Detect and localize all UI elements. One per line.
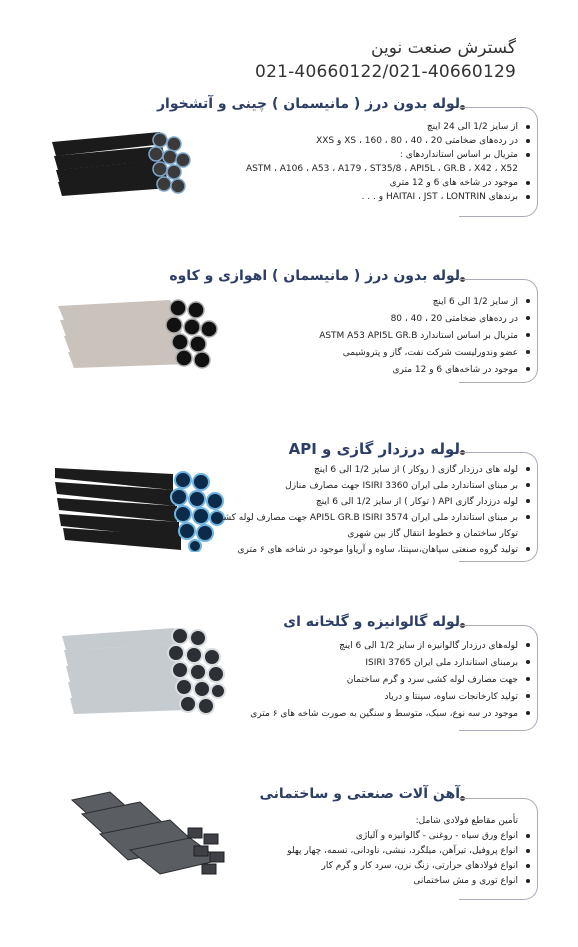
list-item: متریال بر اساس استانداردهای : <box>246 148 530 162</box>
galvanized-pipes-image <box>62 628 227 724</box>
grey-pipes-image <box>58 298 218 376</box>
section-title: آهن آلات صنعتی و ساختمانی <box>259 786 460 802</box>
section-bullet-list <box>216 462 530 558</box>
list-item: لوله های درزدار گازی ( روکار ) از سایز 1/2 الی 6 اینچ <box>216 462 530 478</box>
list-item: انواع توری و مش ساختمانی <box>287 874 530 889</box>
list-item: بر مبنای استاندارد ملی ایران ISIRI 3360 جهت مصارف منازل <box>216 478 530 494</box>
list-item: توکار ساختمان و خطوط انتقال گاز بین شهری <box>347 529 518 539</box>
list-item: انواع ورق سیاه - روغنی - گالوانیزه و آلیاژی <box>287 829 530 844</box>
section-bullet-list <box>319 294 530 379</box>
list-item: موجود در شاخه‌های 6 و 12 متری <box>319 362 530 379</box>
list-item: انواع فولادهای حرارتی، زنگ نزن، سرد کار و گرم کار <box>287 859 530 874</box>
section-bullet-list <box>250 638 530 723</box>
section-bullet-list <box>287 814 530 889</box>
list-item: تولید گروه صنعتی سپاهان،سپنتا، ساوه و آریاوا موجود در شاخه های ۶ متری <box>216 542 530 558</box>
black-pipes-image <box>52 124 192 202</box>
product-section-steel <box>0 786 578 906</box>
steel-profiles-image <box>70 790 232 882</box>
section-title: لوله گالوانیزه و گلخانه ای <box>283 614 460 630</box>
section-title: لوله بدون درز ( مانیسمان ) چینی و آتشخوار <box>156 96 460 112</box>
list-item: از سایز 1/2 الی 24 اینچ <box>246 120 530 134</box>
list-item: ASTM ، A106 ، A53 ، A179 ، ST35/8 ، API5L ، GR.B ، X42 ، X52 <box>246 164 518 174</box>
list-item: برندهای HAITAI ، JST ، LONTRIN و . . . <box>246 190 530 204</box>
list-item: لوله درزدار گازی API ( توکار ) از سایز 1/2 الی 6 اینچ <box>216 494 530 510</box>
product-section-seamless-chinese <box>0 96 578 226</box>
header <box>255 38 516 82</box>
list-item: از سایز 1/2 الی 6 اینچ <box>319 294 530 311</box>
list-item: موجود در شاخه های 6 و 12 متری <box>246 176 530 190</box>
phone-numbers: 021-40660122/021-40660129 <box>255 62 516 82</box>
list-item: عضو وندورلیست شرکت نفت، گاز و پتروشیمی <box>319 345 530 362</box>
company-name: گسترش صنعت نوین <box>371 38 516 58</box>
list-item: انواع پروفیل، تیرآهن، میلگرد، نبشی، ناودانی، تسمه، چهار پهلو <box>287 844 530 859</box>
section-title: لوله درزدار گازی و API <box>288 440 460 458</box>
list-item: برمبنای استاندارد ملی ایران ISIRI 3765 <box>250 655 530 672</box>
gas-pipes-image <box>55 464 225 552</box>
product-section-galvanized <box>0 614 578 734</box>
list-item: در رده‌های ضخامتی 20 ، 40 ، 80 ، 160 ، XS و XXS <box>246 134 530 148</box>
section-title: لوله بدون درز ( مانیسمان ) اهوازی و کاوه <box>169 268 460 284</box>
list-item: تأمین مقاطع فولادی شامل: <box>415 816 518 826</box>
list-item: جهت مصارف لوله کشی سرد و گرم ساختمان <box>250 672 530 689</box>
list-item: تولید کارخانجات ساوه، سپنتا و دریاد <box>250 689 530 706</box>
product-section-seamless-ahvaz <box>0 268 578 388</box>
product-section-gas-api <box>0 440 578 565</box>
list-item: متریال بر اساس استاندارد ASTM A53 API5L GR.B <box>319 328 530 345</box>
section-bullet-list <box>246 120 530 204</box>
list-item: موجود در سه نوع، سبک، متوسط و سنگین به صورت شاخه های ۶ متری <box>250 706 530 723</box>
list-item: بر مبنای استاندارد ملی ایران API5L GR.B ISIRI 3574 جهت مصارف لوله کشی <box>216 510 530 526</box>
list-item: در رده‌های ضخامتی 20 ، 40 ، 80 <box>319 311 530 328</box>
list-item: لوله‌های درزدار گالوانیزه از سایز 1/2 الی 6 اینچ <box>250 638 530 655</box>
